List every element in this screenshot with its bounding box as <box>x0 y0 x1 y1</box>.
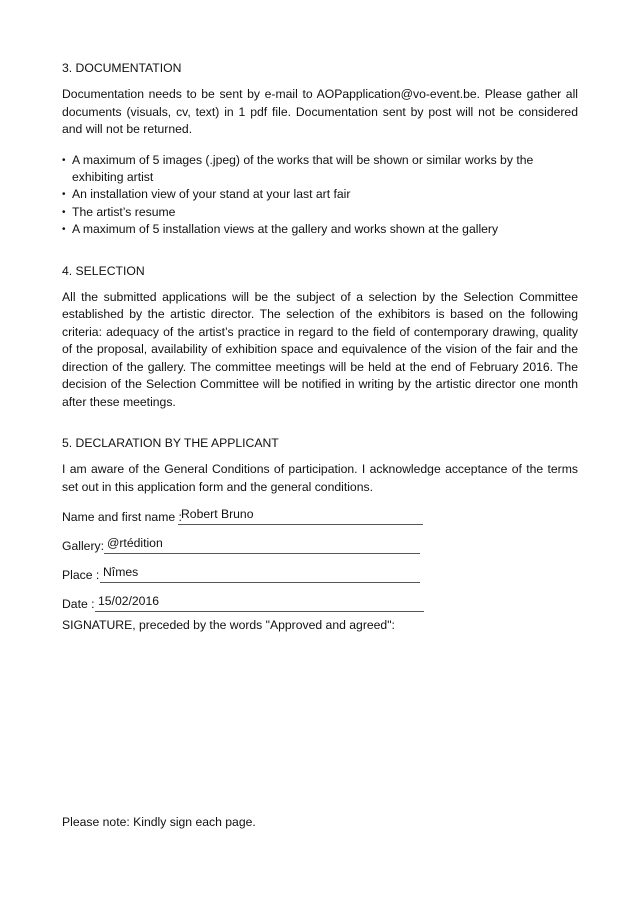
signature-label: SIGNATURE, preceded by the words "Approved and agreed": <box>62 618 395 632</box>
declaration-heading: 5. DECLARATION BY THE APPLICANT <box>62 435 279 450</box>
date-field[interactable] <box>62 589 578 618</box>
declaration-body: I am aware of the General Conditions of participation. I acknowledge acceptance of the terms set out in this application form and the general conditions. <box>62 462 578 494</box>
place-field-line[interactable] <box>100 564 420 583</box>
place-field-label: Place : <box>62 567 100 582</box>
name-field-value: Robert Bruno <box>181 506 254 521</box>
place-field-value: Nîmes <box>103 564 139 579</box>
list-item: • A maximum of 5 installation views at the gallery and works shown at the gallery <box>62 221 578 238</box>
place-field[interactable] <box>62 560 578 589</box>
gallery-field-line[interactable] <box>104 535 420 554</box>
gallery-field-label: Gallery: <box>62 538 104 553</box>
list-item: • The artist’s resume <box>62 204 578 221</box>
selection-heading: 4. SELECTION <box>62 263 145 278</box>
documentation-body: Documentation needs to be sent by e-mail to AOPapplication@vo-event.be. Please gather all documents (visuals, cv, text) in 1 pdf file. Documentation sent by post will not be considered and will not be returned. <box>62 87 578 137</box>
list-item: • An installation view of your stand at your last art fair <box>62 186 578 203</box>
list-item: • A maximum of 5 images (.jpeg) of the works that will be shown or similar works by the exhibiting artist <box>62 152 578 187</box>
name-field-label: Name and first name : <box>62 509 182 524</box>
documentation-list <box>62 152 578 239</box>
name-field-line[interactable] <box>178 506 423 525</box>
selection-body: All the submitted applications will be the subject of a selection by the Selection Committee established by the artistic director. The selection of the exhibitors is based on the following criteria: adequacy of the artist’s practice in regard to the field of contemporary drawing, quality of the proposal, availability of exhibition space and equivalence of the vision of the fair and the direction of the gallery. The committee meetings will be held at the end of February 2016. The decision of the Selection Committee will be notified in writing by the artistic director one month after these meetings. <box>62 290 578 409</box>
name-field[interactable] <box>62 502 578 531</box>
document-content <box>62 60 578 618</box>
documentation-heading: 3. DOCUMENTATION <box>62 61 182 75</box>
gallery-field-value: @rtédition <box>107 535 163 550</box>
date-field-value: 15/02/2016 <box>98 593 159 608</box>
sign-each-page-note: Please note: Kindly sign each page. <box>62 815 256 829</box>
date-field-line[interactable] <box>95 593 424 612</box>
gallery-field[interactable] <box>62 531 578 560</box>
date-field-label: Date : <box>62 596 95 611</box>
